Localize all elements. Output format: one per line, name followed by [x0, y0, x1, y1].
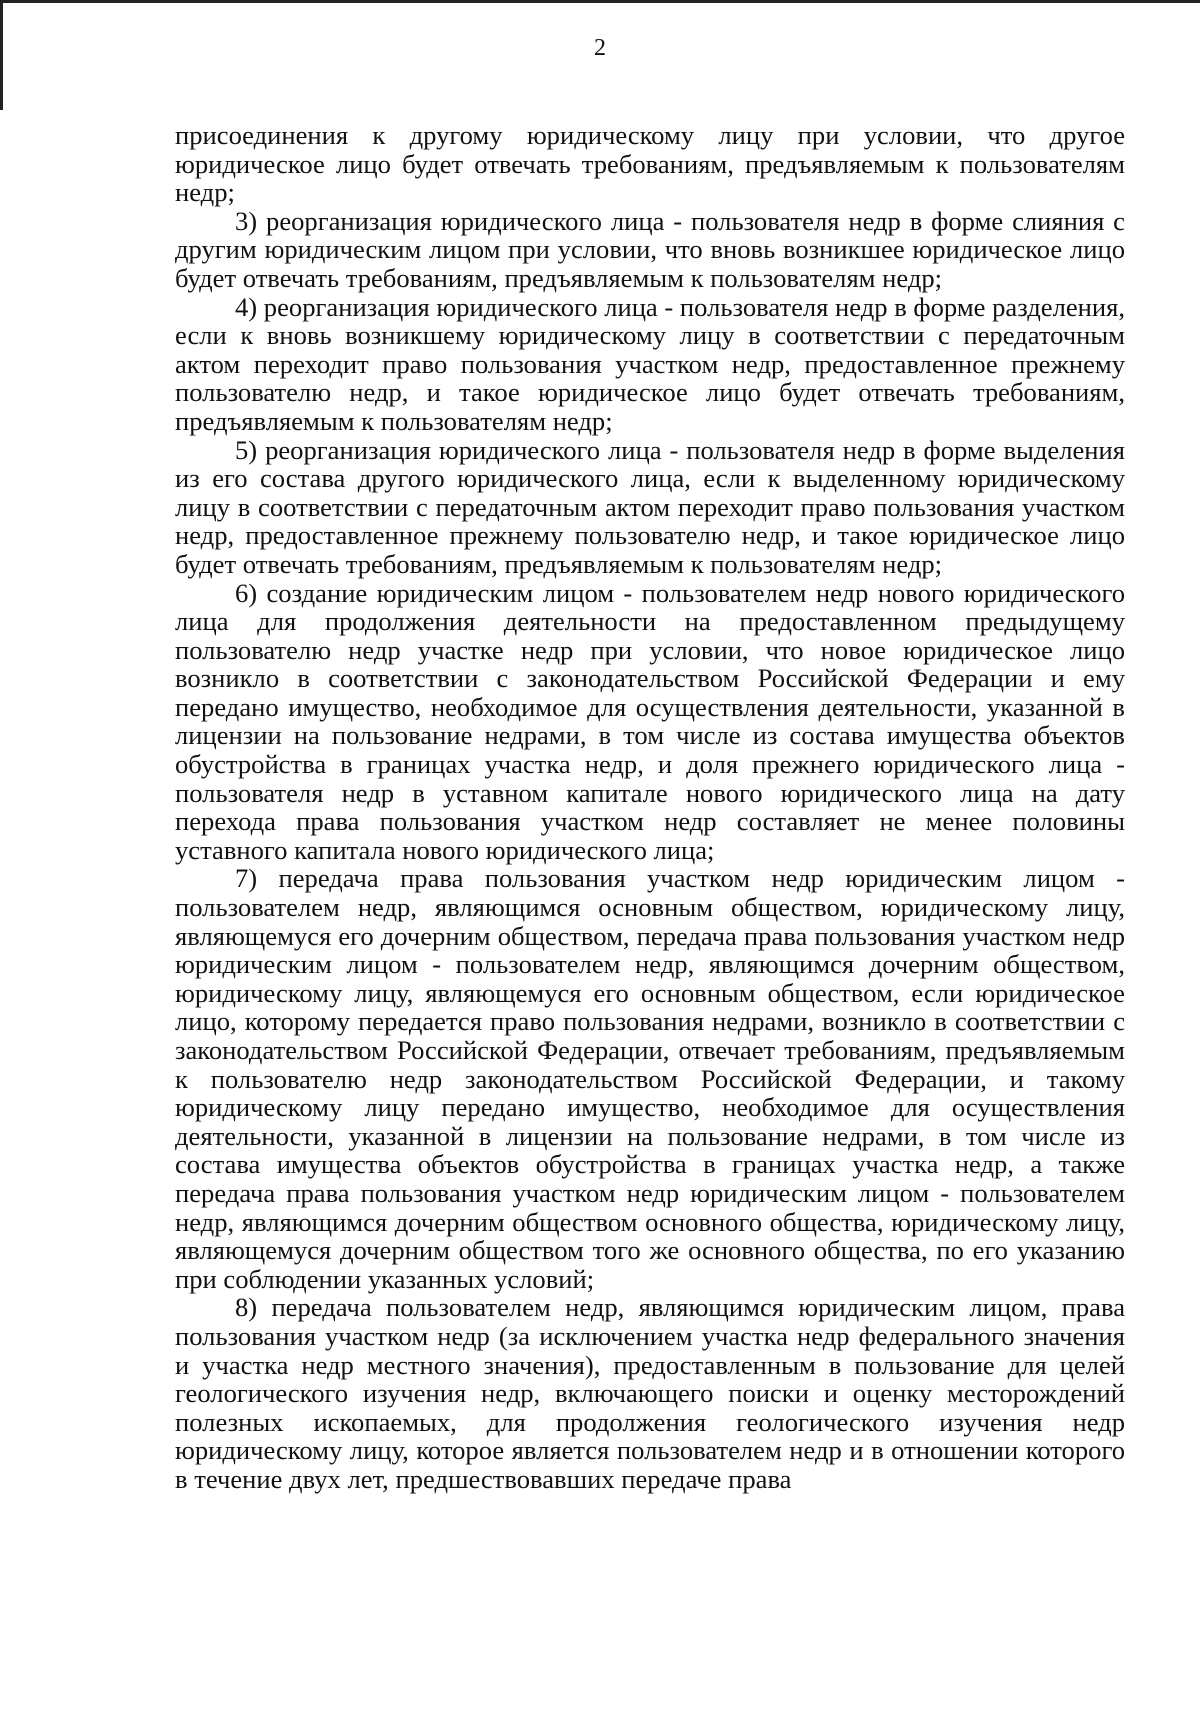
paragraph-item-4: 4) реорганизация юридического лица - пользователя недр в форме разделения, если к вновь возникшему юридическому лицу в соответствии с передаточным актом переходит право пользования участком недр, предоставленное прежнему пользователю недр, и такое юридическое лицо будет отвечать требованиям, предъявляемым к пользователям недр; [175, 291, 1125, 436]
paragraph-item-3: 3) реорганизация юридического лица - пользователя недр в форме слияния с другим юридическим лицом при условии, что вновь возникшее юридическое лицо будет отвечать требованиям, предъявляемым к пользователям недр; [175, 205, 1125, 293]
page-number: 2 [594, 35, 606, 61]
paragraph-item-5: 5) реорганизация юридического лица - пользователя недр в форме выделения из его состава другого юридического лица, если к выделенному юридическому лицу в соответствии с передаточным актом переходит право пользования участком недр, предоставленное прежнему пользователю недр, и такое юридическое лицо будет отвечать требованиям, предъявляемым к пользователям недр; [175, 434, 1125, 579]
paragraph-item-7: 7) передача права пользования участком недр юридическим лицом - пользователем недр, являющимся основным обществом, юридическому лицу, являющемуся его дочерним обществом, передача права пользования участком недр юридическим лицом - пользователем недр, являющимся дочерним обществом, юридическому лицу, являющемуся его основным обществом, если юридическое лицо, которому передается право пользования недрами, возникло в соответствии с законодательством Российской Федерации, отвечает требованиям, предъявляемым к пользователю недр законодательством Российской Федерации, и такому юридическому лицу передано имущество, необходимое для осуществления деятельности, указанной в лицензии на пользование недрами, в том числе из состава имущества объектов обустройства в границах участка недр, а также передача права пользования участком недр юридическим лицом - пользователем недр, являющимся дочерним обществом основного общества, юридическому лицу, являющемуся дочерним обществом того же основного общества, по его указанию при соблюдении указанных условий; [175, 863, 1125, 1294]
scan-edge-top [0, 0, 1200, 3]
paragraph-item-8: 8) передача пользователем недр, являющимся юридическим лицом, права пользования участком недр (за исключением участка недр федерального значения и участка недр местного значения), предоставленным в пользование для целей геологического изучения недр, включающего поиски и оценку месторождений полезных ископаемых, для продолжения геологического изучения недр юридическому лицу, которое является пользователем недр и в отношении которого в течение двух лет, предшествовавших передаче права [175, 1292, 1125, 1494]
paragraph-continuation: присоединения к другому юридическому лицу при условии, что другое юридическое лицо будет отвечать требованиям, предъявляемым к пользователям недр; [175, 120, 1125, 208]
document-body [175, 121, 1125, 1494]
paragraph-item-6: 6) создание юридическим лицом - пользователем недр нового юридического лица для продолжения деятельности на предоставленном предыдущему пользователю недр участке недр при условии, что новое юридическое лицо возникло в соответствии с законодательством Российской Федерации и ему передано имущество, необходимое для осуществления деятельности, указанной в лицензии на пользование недрами, в том числе из состава имущества объектов обустройства в границах участка недр, и доля прежнего юридического лица - пользователя недр в уставном капитале нового юридического лица на дату перехода права пользования участком недр составляет не менее половины уставного капитала нового юридического лица; [175, 577, 1125, 865]
